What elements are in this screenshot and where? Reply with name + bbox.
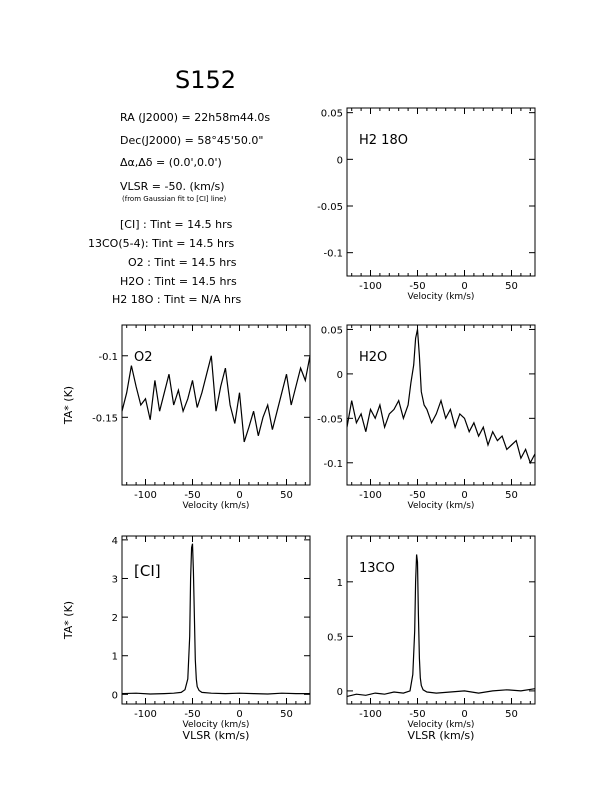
y-tick-label: -0.1 — [98, 351, 118, 363]
y-tick-label: 0 — [111, 690, 118, 702]
y-tick-label: 2 — [111, 613, 118, 625]
x-tick-label: 0 — [236, 490, 243, 501]
y-tick-label: 0.05 — [320, 325, 343, 337]
plot-frame — [347, 325, 535, 485]
y-axis-label: TA* (K) — [62, 600, 75, 640]
x-axis-label: Velocity (km/s) — [182, 720, 250, 730]
panel-h218o — [317, 108, 535, 302]
ra-line: RA (J2000) = 22h58m44.0s — [120, 111, 271, 124]
tint-h218o: H2 18O : Tint = N/A hrs — [112, 293, 242, 306]
x-tick-label: -50 — [409, 709, 426, 720]
x-tick-label: 50 — [505, 490, 518, 501]
y-tick-label: -0.05 — [317, 414, 343, 426]
panel-label: H2 18O — [359, 133, 408, 148]
tint-13co: 13CO(5-4): Tint = 14.5 hrs — [88, 237, 235, 250]
x-tick-label: 50 — [505, 709, 518, 720]
y-tick-label: 1 — [336, 577, 343, 589]
x-tick-label: 50 — [280, 709, 293, 720]
panel-h2o — [317, 325, 535, 511]
x-tick-label: -100 — [134, 709, 157, 720]
x-tick-label: 50 — [505, 281, 518, 292]
tint-o2: O2 : Tint = 14.5 hrs — [128, 256, 237, 269]
x-tick-label: -50 — [184, 490, 201, 501]
x-tick-label: 0 — [461, 490, 468, 501]
x-axis-label: Velocity (km/s) — [182, 501, 250, 511]
y-tick-label: 3 — [111, 574, 118, 586]
y-tick-label: -0.05 — [317, 202, 343, 213]
y-tick-label: 0 — [336, 155, 343, 167]
panel-label: H2O — [359, 350, 388, 365]
x-axis-label-2: VLSR (km/s) — [407, 729, 475, 742]
x-axis-label-2: VLSR (km/s) — [182, 729, 250, 742]
panel-label: [CI] — [134, 562, 161, 580]
x-tick-label: -50 — [409, 490, 426, 501]
panel-13co — [327, 536, 535, 742]
y-tick-label: 0 — [336, 686, 343, 698]
panel-label: O2 — [134, 350, 153, 365]
x-axis-label: Velocity (km/s) — [407, 292, 475, 302]
y-tick-label: -0.15 — [92, 413, 118, 425]
panel-ci — [62, 536, 310, 742]
x-tick-label: 0 — [461, 709, 468, 720]
x-axis-label: Velocity (km/s) — [407, 720, 475, 730]
y-tick-label: 4 — [111, 535, 118, 547]
y-axis-label: TA* (K) — [62, 385, 75, 425]
vlsr-line: VLSR = -50. (km/s) — [120, 180, 225, 193]
series-line-0 — [122, 356, 310, 442]
x-tick-label: -100 — [134, 490, 157, 501]
x-tick-label: 0 — [236, 709, 243, 720]
fit-note: (from Gaussian fit to [CI] line) — [122, 195, 227, 203]
x-tick-label: -100 — [359, 709, 382, 720]
x-tick-label: -50 — [184, 709, 201, 720]
x-axis-label: Velocity (km/s) — [407, 501, 475, 511]
x-tick-label: -100 — [359, 281, 382, 292]
y-tick-label: 0.5 — [327, 632, 343, 644]
x-tick-label: 50 — [280, 490, 293, 501]
y-tick-label: -0.1 — [323, 248, 343, 260]
panel-label: 13CO — [359, 561, 395, 576]
y-tick-label: 1 — [111, 651, 118, 663]
x-tick-label: -50 — [409, 281, 426, 292]
dec-line: Dec(J2000) = 58°45'50.0" — [120, 134, 264, 147]
figure-title: S152 — [175, 66, 237, 94]
y-tick-label: 0.05 — [320, 108, 343, 120]
tint-ci: [CI] : Tint = 14.5 hrs — [120, 218, 233, 231]
panel-o2 — [62, 325, 310, 511]
x-tick-label: -100 — [359, 490, 382, 501]
tint-h2o: H2O : Tint = 14.5 hrs — [120, 275, 237, 288]
y-tick-label: -0.1 — [323, 458, 343, 470]
offset-line: Δα,Δδ = (0.0',0.0') — [120, 156, 222, 169]
y-tick-label: 0 — [336, 369, 343, 381]
x-tick-label: 0 — [461, 281, 468, 292]
